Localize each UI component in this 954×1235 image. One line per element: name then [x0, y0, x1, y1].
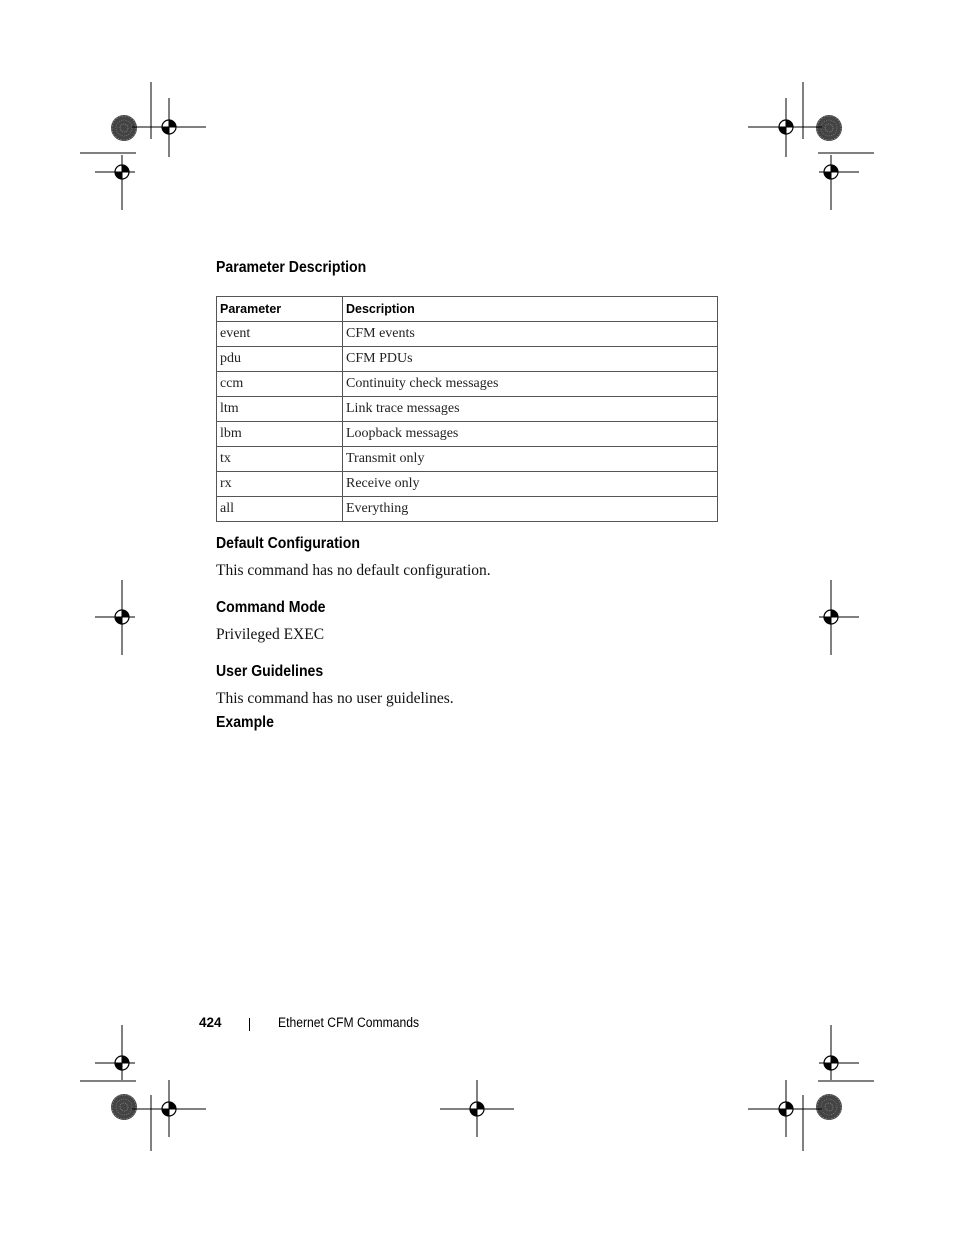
default-configuration-text: This command has no default configuration. [216, 562, 491, 579]
color-rosette-icon [816, 1094, 842, 1120]
registration-crosshair-icon [115, 165, 129, 179]
parameter-cell: ltm [217, 397, 343, 422]
color-rosette-icon [111, 1094, 137, 1120]
parameter-cell: all [217, 497, 343, 522]
parameter-cell: rx [217, 472, 343, 497]
table-row [217, 322, 718, 347]
description-cell: Loopback messages [343, 422, 718, 447]
parameter-cell: pdu [217, 347, 343, 372]
example-heading: Example [216, 714, 274, 731]
table-row [217, 447, 718, 472]
chapter-title: Ethernet CFM Commands [278, 1015, 420, 1030]
registration-crosshair-icon [115, 1056, 129, 1070]
color-rosette-icon [816, 115, 842, 141]
page-number: 424 [199, 1015, 222, 1030]
command-mode-heading: Command Mode [216, 599, 326, 616]
description-cell: Receive only [343, 472, 718, 497]
registration-crosshair-icon [779, 1102, 793, 1116]
parameter-table [216, 296, 718, 522]
parameter-cell: ccm [217, 372, 343, 397]
column-header-parameter: Parameter [217, 297, 343, 322]
parameter-cell: tx [217, 447, 343, 472]
table-row [217, 347, 718, 372]
registration-crosshair-icon [779, 120, 793, 134]
table-row [217, 372, 718, 397]
registration-crosshair-icon [162, 120, 176, 134]
footer-divider [249, 1018, 250, 1031]
column-header-description: Description [343, 297, 718, 322]
registration-crosshair-icon [824, 165, 838, 179]
parameter-cell: lbm [217, 422, 343, 447]
table-row [217, 397, 718, 422]
table-row [217, 422, 718, 447]
description-cell: Everything [343, 497, 718, 522]
color-rosette-icon [111, 115, 137, 141]
command-mode-text: Privileged EXEC [216, 626, 325, 643]
description-cell: Transmit only [343, 447, 718, 472]
table-row [217, 497, 718, 522]
table-header-row [217, 297, 718, 322]
user-guidelines-text: This command has no user guidelines. [216, 690, 454, 707]
description-cell: Continuity check messages [343, 372, 718, 397]
parameter-description-heading: Parameter Description [216, 259, 367, 276]
table-row [217, 472, 718, 497]
registration-crosshair-icon [824, 1056, 838, 1070]
user-guidelines-heading: User Guidelines [216, 663, 324, 680]
registration-crosshair-icon [162, 1102, 176, 1116]
registration-crosshair-icon [470, 1102, 484, 1116]
registration-crosshair-icon [824, 610, 838, 624]
registration-crosshair-icon [115, 610, 129, 624]
description-cell: CFM PDUs [343, 347, 718, 372]
description-cell: Link trace messages [343, 397, 718, 422]
parameter-cell: event [217, 322, 343, 347]
default-configuration-heading: Default Configuration [216, 535, 360, 552]
description-cell: CFM events [343, 322, 718, 347]
